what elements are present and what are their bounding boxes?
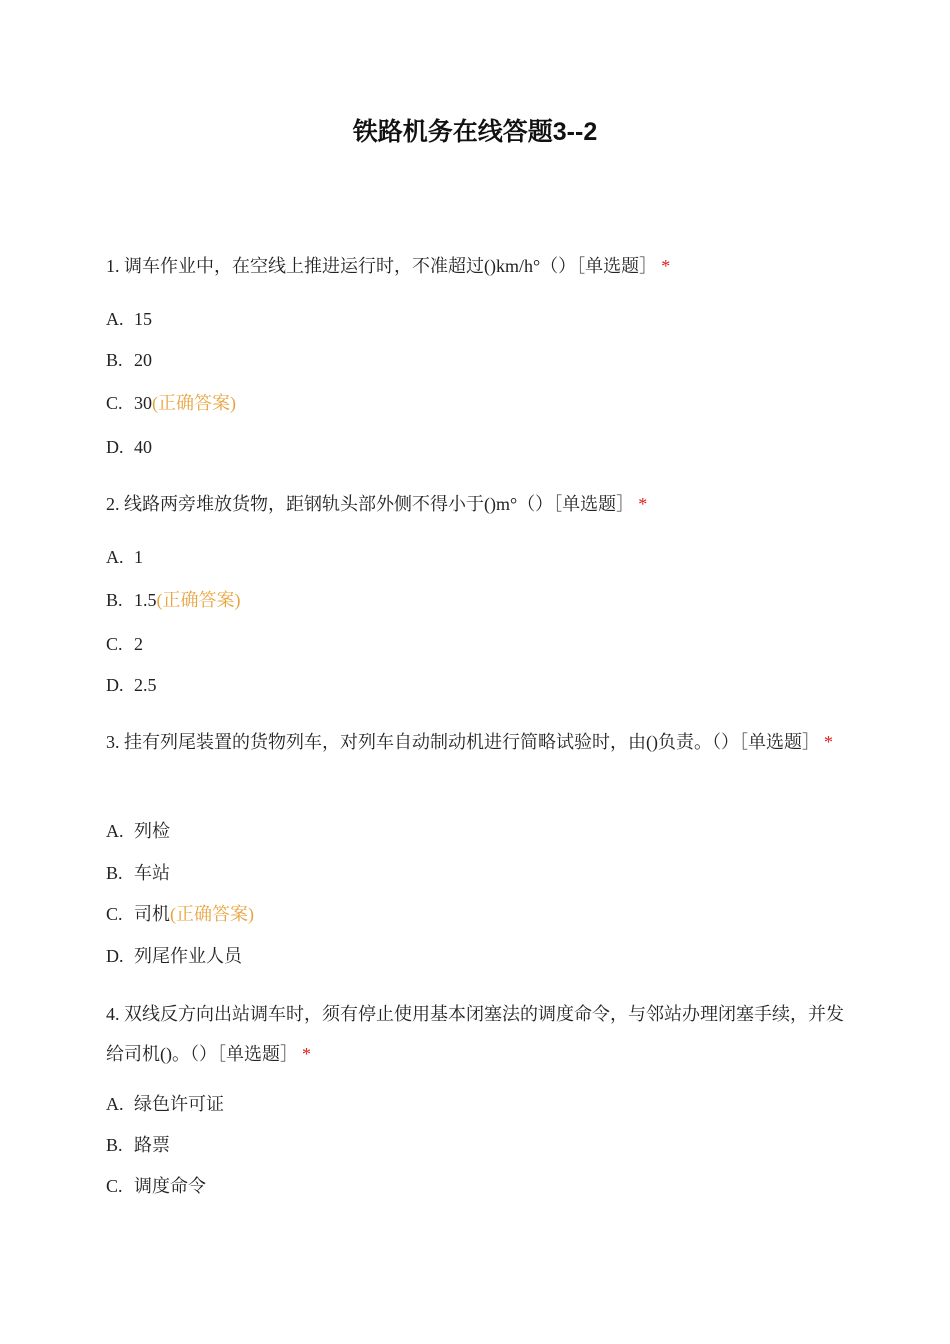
option-text: 司机 [134,904,170,924]
option-letter: D. [106,946,124,966]
question-text: 3. 挂有列尾装置的货物列车，对列车自动制动机进行简略试验时，由()负责。（）［单选题］ [106,732,820,752]
option-letter: C. [106,393,123,413]
option-letter: A. [106,309,124,329]
option-letter: B. [106,1135,123,1155]
option-text: 1.5 [134,590,157,610]
required-mark: * [823,732,833,752]
option-letter: A. [106,1094,124,1114]
option-letter: B. [106,863,123,883]
option-3c[interactable] [106,901,254,927]
option-text: 列检 [134,821,170,841]
option-letter: A. [106,821,124,841]
option-letter: D. [106,437,124,457]
question-text: 1. 调车作业中，在空线上推进运行时，不准超过()km/h°（）［单选题］ [106,256,658,276]
option-1b[interactable] [106,347,152,373]
option-text: 调度命令 [134,1176,206,1196]
option-letter: D. [106,675,124,695]
option-text: 绿色许可证 [134,1094,224,1114]
question-4 [106,994,846,1074]
option-text: 30 [134,393,152,413]
option-letter: B. [106,350,123,370]
option-text: 1 [134,547,143,567]
required-mark: * [302,1044,311,1064]
option-text: 2.5 [134,675,157,695]
option-2d[interactable] [106,672,157,698]
option-letter: C. [106,904,123,924]
question-3 [106,722,846,762]
option-text: 15 [134,309,152,329]
option-2c[interactable] [106,631,143,657]
question-1 [106,246,846,286]
question-text: 4. 双线反方向出站调车时，须有停止使用基本闭塞法的调度命令，与邻站办理闭塞手续，并发给司机()。（）［单选题］ [106,1004,844,1064]
option-letter: C. [106,1176,123,1196]
option-3b[interactable] [106,860,170,886]
correct-answer-tag: (正确答案) [170,904,254,924]
option-2a[interactable] [106,544,143,570]
option-3a[interactable] [106,818,170,844]
option-text: 路票 [134,1135,170,1155]
option-text: 列尾作业人员 [134,946,242,966]
option-3d[interactable] [106,943,242,969]
option-1a[interactable] [106,306,152,332]
correct-answer-tag: (正确答案) [152,393,236,413]
page-title: 铁路机务在线答题3--2 [352,118,598,146]
option-2b[interactable] [106,587,241,613]
option-letter: B. [106,590,123,610]
option-4a[interactable] [106,1091,224,1117]
option-letter: C. [106,634,123,654]
question-text: 2. 线路两旁堆放货物，距钢轨头部外侧不得小于()m°（）［单选题］ [106,494,635,514]
required-mark: * [661,256,671,276]
option-text: 40 [134,437,152,457]
option-1c[interactable] [106,390,236,416]
question-2 [106,484,846,524]
option-1d[interactable] [106,434,152,460]
required-mark: * [638,494,648,514]
option-text: 20 [134,350,152,370]
option-4b[interactable] [106,1132,170,1158]
option-text: 2 [134,634,143,654]
correct-answer-tag: (正确答案) [156,590,241,610]
option-text: 车站 [134,863,170,883]
option-letter: A. [106,547,124,567]
option-4c[interactable] [106,1173,206,1199]
